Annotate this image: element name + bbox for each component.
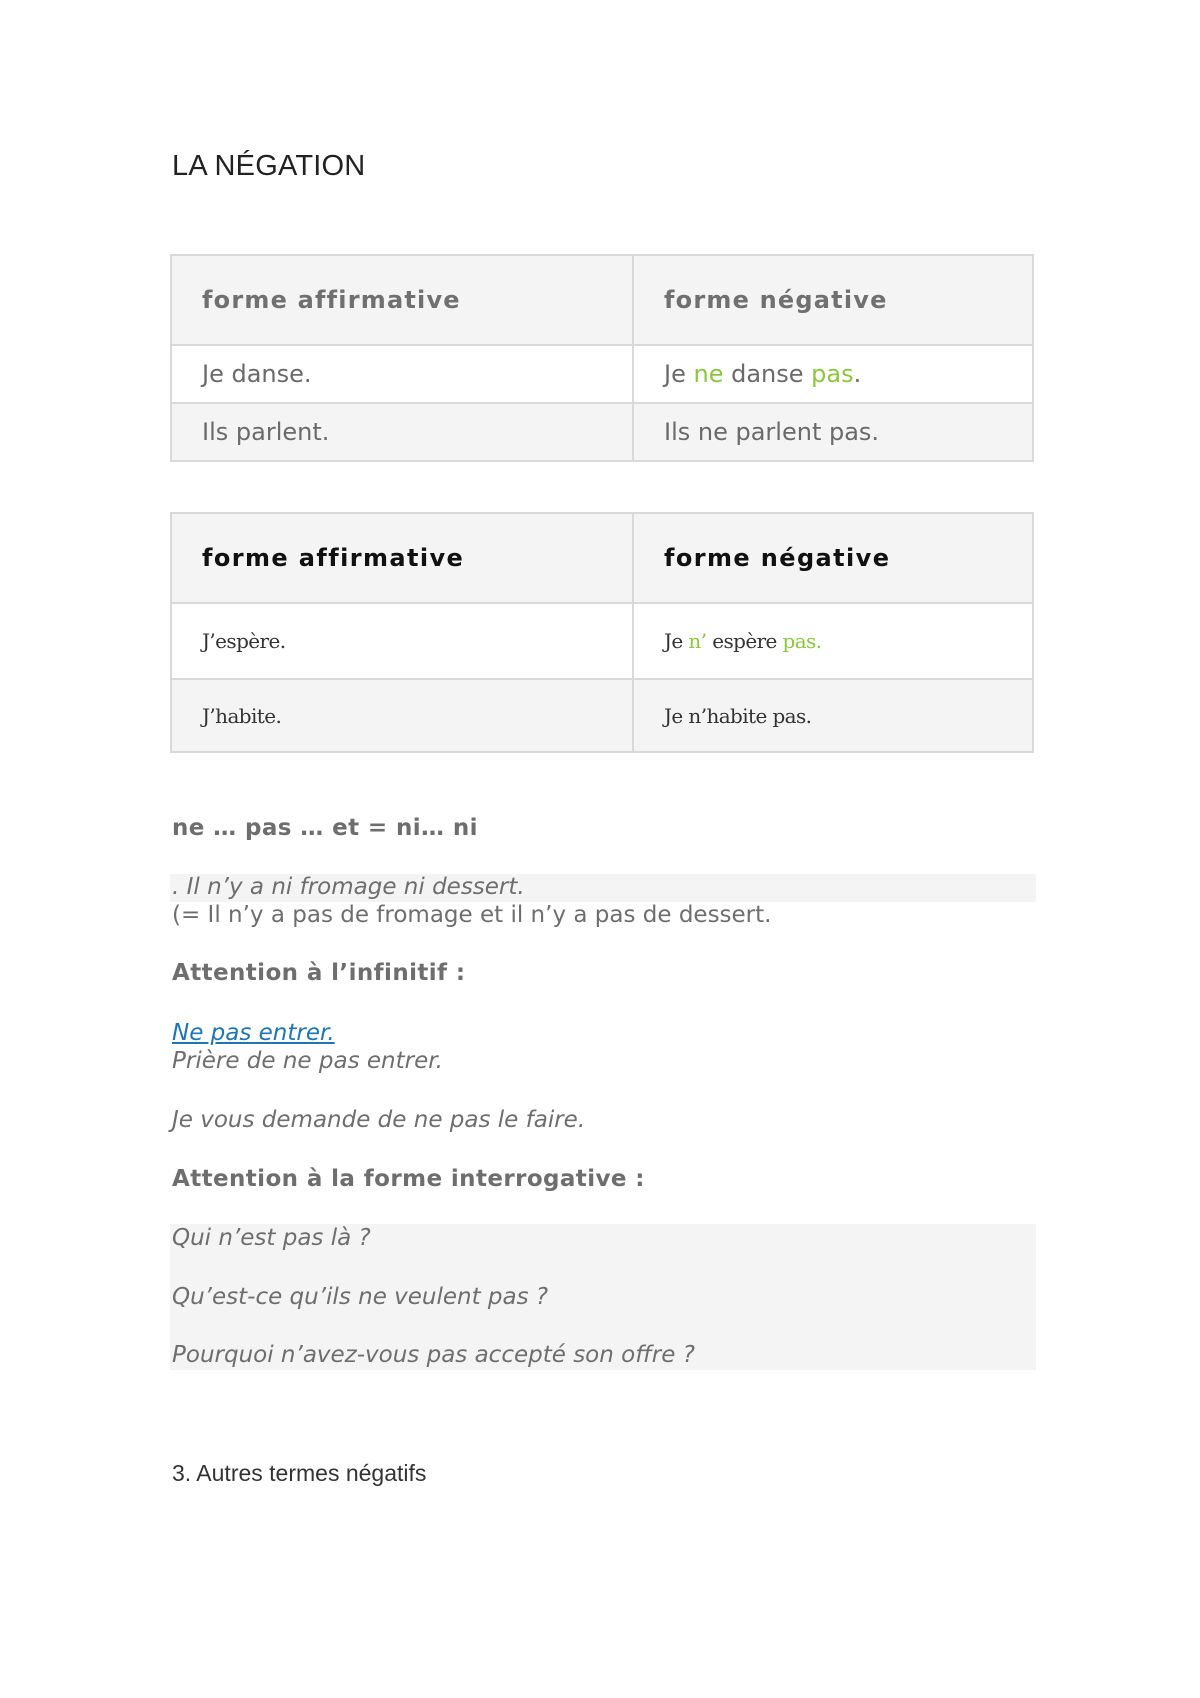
cell-negative [633,345,1033,403]
header-affirmative: forme affirmative [171,255,633,345]
text: Je [664,360,694,388]
header-affirmative: forme affirmative [171,513,633,603]
ni-ni-explanation: (= Il n’y a pas de fromage et il n’y a pas de dessert. [172,902,772,928]
text: Je [664,629,689,653]
table-header-row [171,255,1033,345]
highlight-pas: pas. [782,629,822,653]
cell-affirmative: J’habite. [171,679,633,752]
header-negative: forme négative [633,255,1033,345]
infinitif-example: Prière de ne pas entrer. [172,1048,443,1074]
interrogative-example: Qu’est-ce qu’ils ne veulent pas ? [172,1284,549,1310]
table-row [171,603,1033,679]
table-row [171,679,1033,752]
header-negative: forme négative [633,513,1033,603]
highlight-ne: ne [693,360,724,388]
infinitif-heading: Attention à l’infinitif : [172,960,466,986]
text: espère [706,629,783,653]
cell-negative [633,603,1033,679]
cell-affirmative: J’espère. [171,603,633,679]
text: . [853,360,862,388]
table-row [171,345,1033,403]
ni-ni-heading: ne … pas … et = ni… ni [172,815,478,841]
highlight-pas: pas [811,360,854,388]
interrogative-example: Qui n’est pas là ? [172,1225,371,1251]
table-header-row [171,513,1033,603]
table-row [171,403,1033,461]
cell-affirmative: Ils parlent. [171,403,633,461]
ne-pas-entrer-link[interactable]: Ne pas entrer. [172,1020,335,1046]
negation-table-2 [170,512,1034,753]
infinitif-example: Je vous demande de ne pas le faire. [172,1107,586,1133]
text: danse [723,360,812,388]
highlight-n: n’ [688,629,707,653]
cell-negative: Je n’habite pas. [633,679,1033,752]
section-heading: 3. Autres termes négatifs [172,1460,427,1486]
cell-negative: Ils ne parlent pas. [633,403,1033,461]
negation-table-1 [170,254,1034,462]
ni-ni-example: . Il n’y a ni fromage ni dessert. [172,874,525,900]
interrogative-heading: Attention à la forme interrogative : [172,1166,645,1192]
cell-affirmative: Je danse. [171,345,633,403]
interrogative-example: Pourquoi n’avez-vous pas accepté son offre ? [172,1342,695,1368]
page-title: LA NÉGATION [172,150,366,182]
